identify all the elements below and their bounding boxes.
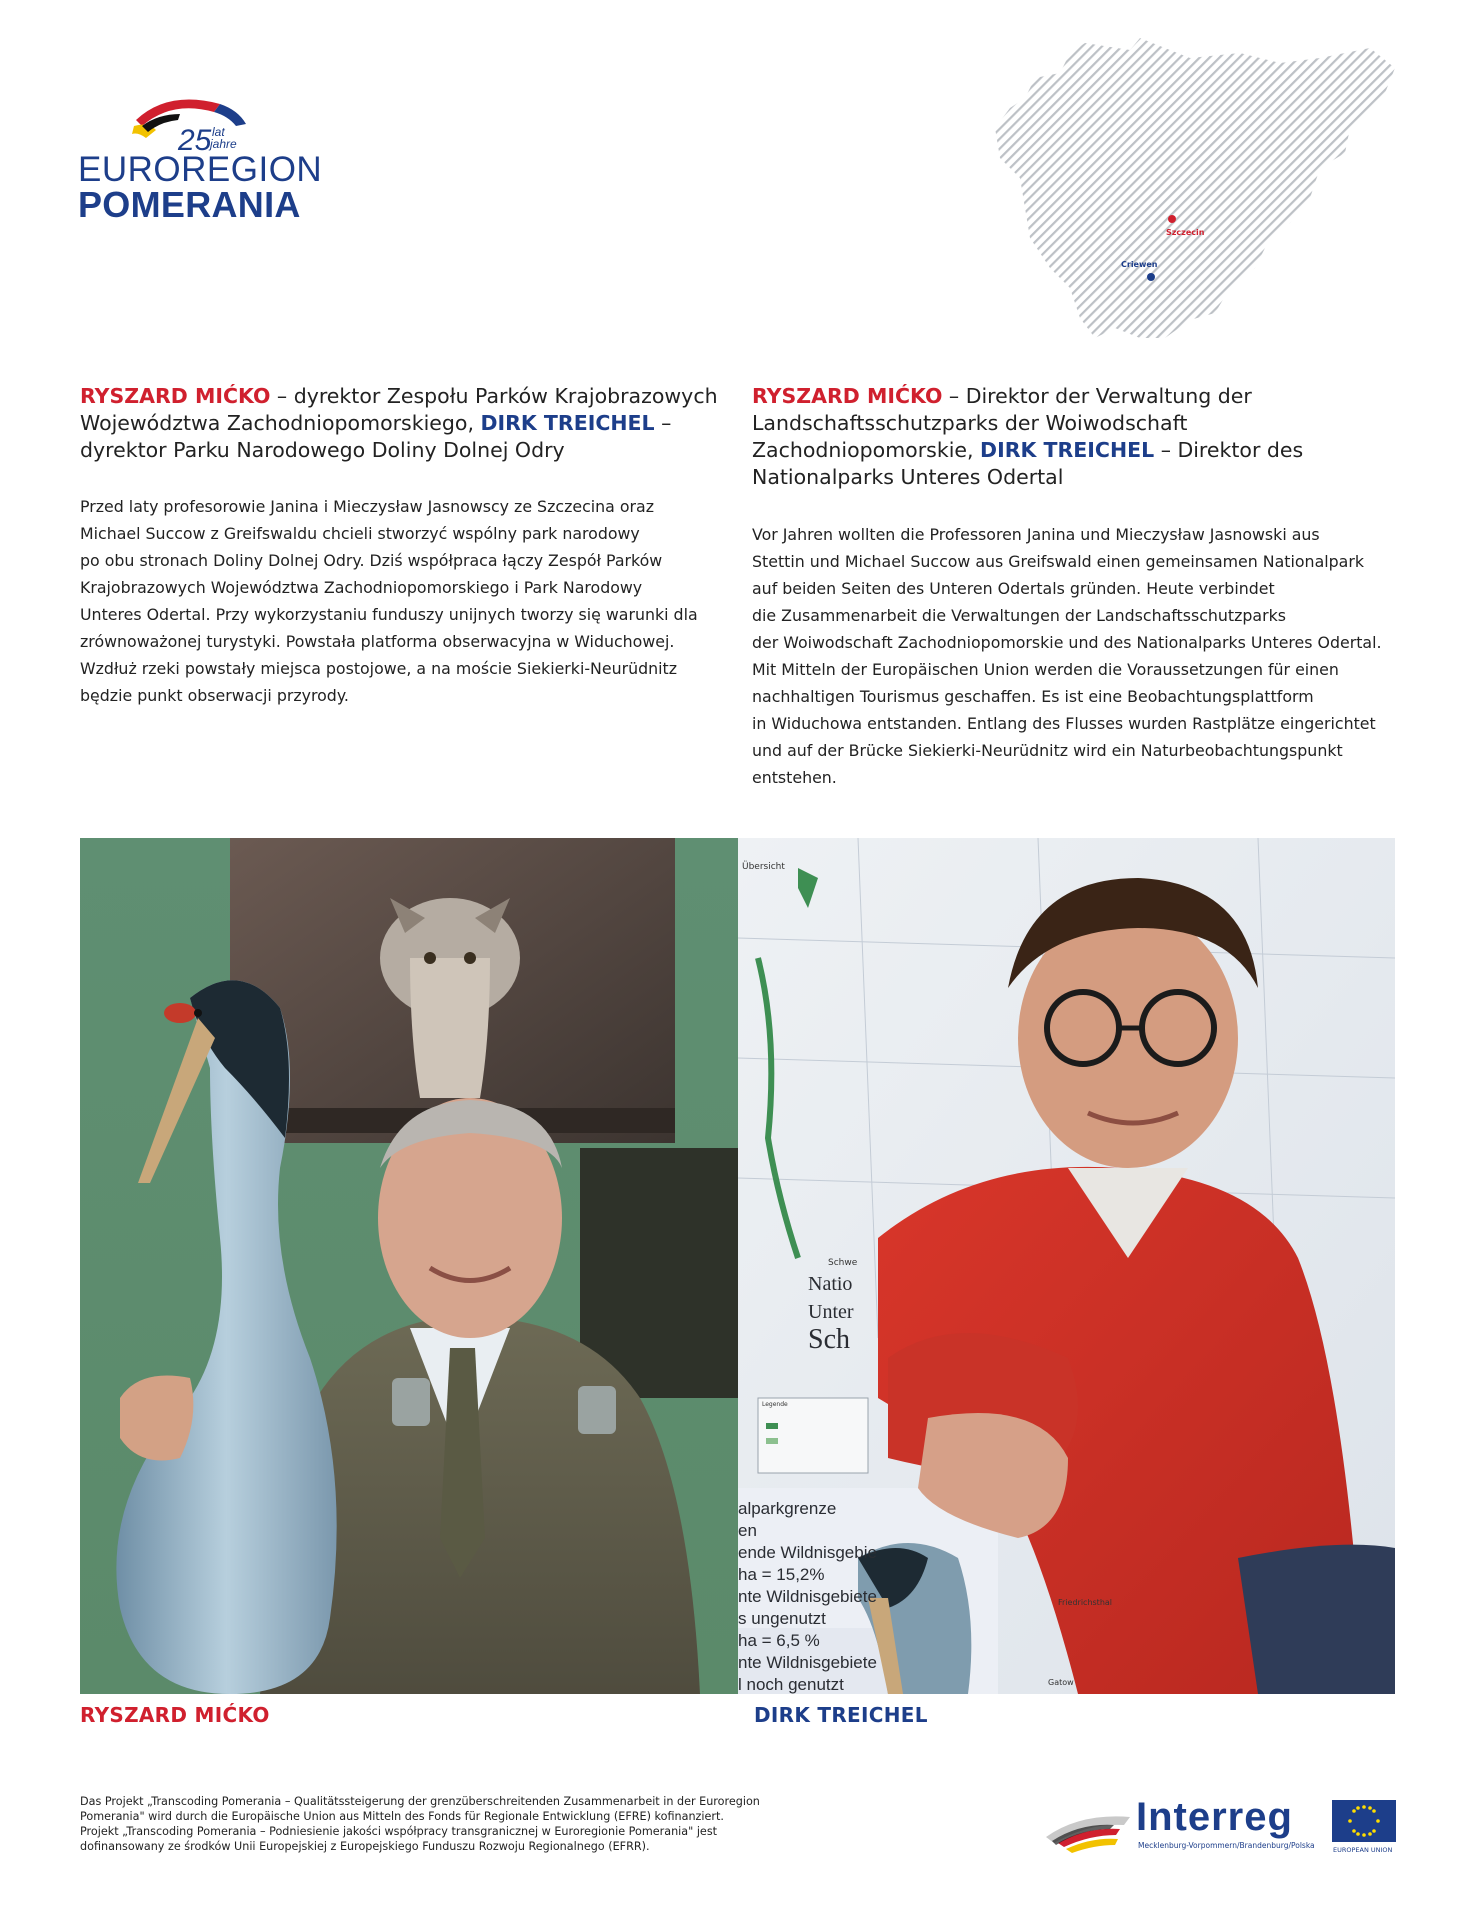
map-label-szczecin: Szczecin: [1166, 228, 1205, 237]
role-micko: – Direktor der Verwaltung der Landschaftsschutzparks der Woiwodschaft Zachodniopomorskie,: [752, 384, 1252, 462]
logo-line-1: EUROREGION: [78, 150, 323, 189]
caption-micko: RYSZARD MIĆKO: [80, 1703, 270, 1727]
role-treichel: – dyrektor Parku Narodowego Doliny Dolnej Odry: [80, 411, 672, 462]
footer-funding-text: Das Projekt „Transcoding Pomerania – Qualitätssteigerung der grenzüberschreitenden Zusammenarbeit in der Euroregion Pomerania" wird durch die Europäische Union aus Mitteln des Fonds für Regionale Entwicklung (EFRE) kofinanziert. Projekt „Transcoding Pomerania – Podniesienie jakości współpracy transgranicznej w Euroregionie Pomerania" jest dofinansowany ze środków Unii Europejskiej z Europejskiego Funduszu Rozwoju Regionalnego (EFRR).: [80, 1795, 760, 1853]
map-label-friedrichsthal: Friedrichsthal: [1058, 1598, 1113, 1607]
svg-text:jahre: jahre: [210, 137, 237, 151]
interreg-wordmark: Interreg: [1136, 1795, 1293, 1839]
map-label-gatow: Gatow: [1048, 1678, 1074, 1687]
svg-text:lat: lat: [212, 125, 225, 139]
euroregion-logo: [78, 92, 323, 225]
map-label-legende: Legende: [762, 1401, 788, 1408]
interreg-logo: [1040, 1795, 1400, 1861]
role-treichel: – Direktor des Nationalparks Unteres Odertal: [752, 438, 1304, 489]
photo-ryszard-micko: [80, 838, 738, 1694]
region-map: [990, 38, 1410, 358]
map-label-uebersicht: Übersicht: [742, 862, 785, 872]
jubilee-number: 25: [178, 124, 212, 152]
jubilee-emblem: [128, 92, 258, 152]
szczecin-marker: [1168, 215, 1176, 223]
name-treichel: DIRK TREICHEL: [480, 411, 655, 435]
german-body-text: Vor Jahren wollten die Professoren Janina und Mieczysław Jasnowski aus Stettin und Michael Succow aus Greifswald einen gemeinsamen Nationalpark auf beiden Seiten des Unteren Odertals gründen. Heute verbindet die Zusammenarbeit die Verwaltungen der Landschaftsschutzparks der Woiwodschaft Zachodniopomorskie und des Nationalparks Unteres Odertal. Mit Mitteln der Europäischen Union werden die Voraussetzungen für einen nachhaltigen Tourismus geschaffen. Es ist eine Beobachtungsplattform in Widuchowa entstanden. Entlang des Flusses wurden Rastplätze eingerichtet und auf der Brücke Siekierki-Neurüdnitz wird ein Naturbeobachtungspunkt entstehen.: [752, 525, 1382, 787]
german-headline: [752, 383, 1412, 491]
role-micko: – dyrektor Zespołu Parków Krajobrazowych Województwa Zachodniopomorskiego,: [80, 384, 718, 435]
logo-line-2: POMERANIA: [78, 184, 301, 225]
interreg-subtitle: Mecklenburg-Vorpommern/Brandenburg/Polska: [1138, 1841, 1315, 1850]
photo-sign-bottom: alparkgrenze en ende Wildnisgebie ha = 15,2% nte Wildnisgebiete s ungenutzt ha = 6,5 % nte Wildnisgebiete l noch genutzt: [738, 1499, 877, 1694]
name-micko: RYSZARD MIĆKO: [80, 384, 271, 408]
polish-body-text: Przed laty profesorowie Janina i Mieczysław Jasnowscy ze Szczecina oraz Michael Succow z Greifswaldu chcieli stworzyć wspólny park narodowy po obu stronach Doliny Dolnej Odry. Dziś współpraca łączy Zespół Parków Krajobrazowych Województwa Zachodniopomorskiego i Park Narodowy Unteres Odertal. Przy wykorzystaniu funduszy unijnych tworzy się warunki dla zrównoważonej turystyki. Powstała platforma obserwacyjna w Widuchowej. Wzdłuż rzeki powstały miejsca postojowe, a na moście Siekierki-Neurüdnitz będzie punkt obserwacji przyrody.: [80, 497, 698, 705]
region-map-shape: [990, 38, 1410, 358]
name-treichel: DIRK TREICHEL: [980, 438, 1155, 462]
map-label-schwe: Schwe: [828, 1258, 858, 1268]
map-label-criewen: Criewen: [1121, 260, 1158, 269]
photo-dirk-treichel: [738, 838, 1395, 1694]
criewen-marker: [1147, 273, 1155, 281]
eu-label: EUROPEAN UNION: [1333, 1846, 1393, 1854]
polish-headline: [80, 383, 720, 464]
caption-treichel: DIRK TREICHEL: [754, 1703, 928, 1727]
photo-sign-top: Natio Unter Sch: [808, 1273, 854, 1355]
name-micko: RYSZARD MIĆKO: [752, 384, 943, 408]
